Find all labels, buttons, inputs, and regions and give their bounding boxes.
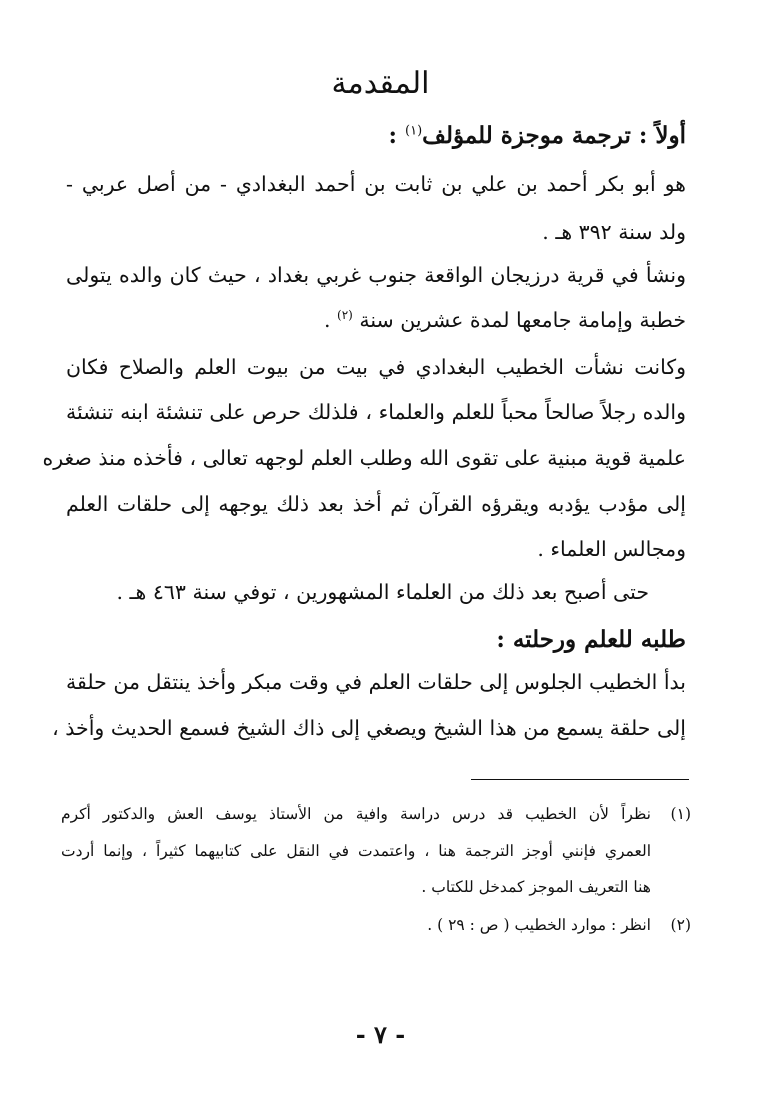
paragraph-line (66, 308, 686, 332)
paragraph-line: علمية قوية مبنية على تقوى الله وطلب العلم لوجهه تعالى ، فأخذه منذ صغره (42, 446, 686, 470)
section-heading-study-travel: طلبه للعلم ورحلته : (496, 626, 686, 653)
paragraph-period: . (323, 308, 331, 332)
paragraph-line: إلى مؤدب يؤدبه ويقرؤه القرآن ثم أخذ بعد ذلك يوجهه إلى حلقات العلم (66, 492, 686, 516)
footnote-ref-1: (١) (405, 123, 423, 139)
footnote-number: (١) (670, 805, 691, 823)
footnote-line: انظر : موارد الخطيب ( ص : ٢٩ ) . (427, 916, 651, 934)
heading-colon: : (388, 122, 397, 149)
footnote-number: (٢) (670, 916, 691, 934)
paragraph-line: ومجالس العلماء . (537, 537, 686, 561)
page-title: المقدمة (331, 66, 430, 101)
footnote-line: العمري فإنني أوجز الترجمة هنا ، واعتمدت في النقل على كتابيهما كثيراً ، وإنما أردت (61, 842, 651, 860)
paragraph-text: خطبة وإمامة جامعها لمدة عشرين سنة (359, 308, 686, 332)
paragraph-line: حتى أصبح بعد ذلك من العلماء المشهورين ، توفي سنة ٤٦٣ هـ . (116, 580, 649, 604)
page-number: - ٧ - (355, 1020, 406, 1049)
heading-text: أولاً : ترجمة موجزة للمؤلف (422, 122, 686, 149)
paragraph-line: والده رجلاً صالحاً محباً للعلم والعلماء ، فلذلك حرص على تنشئة ابنه تنشئة (66, 400, 686, 424)
footnote-separator (471, 779, 689, 780)
paragraph-line: إلى حلقة يسمع من هذا الشيخ ويصغي إلى ذاك الشيخ فسمع الحديث وأخذ ، (52, 716, 686, 740)
section-heading-author-bio (388, 122, 686, 149)
paragraph-line: وكانت نشأت الخطيب البغدادي في بيت من بيوت العلم والصلاح فكان (66, 355, 686, 379)
paragraph-line: ونشأ في قرية درزيجان الواقعة جنوب غربي بغداد ، حيث كان والده يتولى (66, 263, 686, 287)
paragraph-line: ولد سنة ٣٩٢ هـ . (542, 220, 686, 244)
footnote-line: نظراً لأن الخطيب قد درس دراسة وافية من الأستاذ يوسف العش والدكتور أكرم (61, 805, 651, 823)
paragraph-line: هو أبو بكر أحمد بن علي بن ثابت بن أحمد البغدادي - من أصل عربي - (66, 172, 686, 196)
footnote-ref-2: (٢) (337, 308, 353, 323)
footnote-line: هنا التعريف الموجز كمدخل للكتاب . (421, 878, 651, 896)
paragraph-line: بدأ الخطيب الجلوس إلى حلقات العلم في وقت مبكر وأخذ ينتقل من حلقة (66, 670, 686, 694)
